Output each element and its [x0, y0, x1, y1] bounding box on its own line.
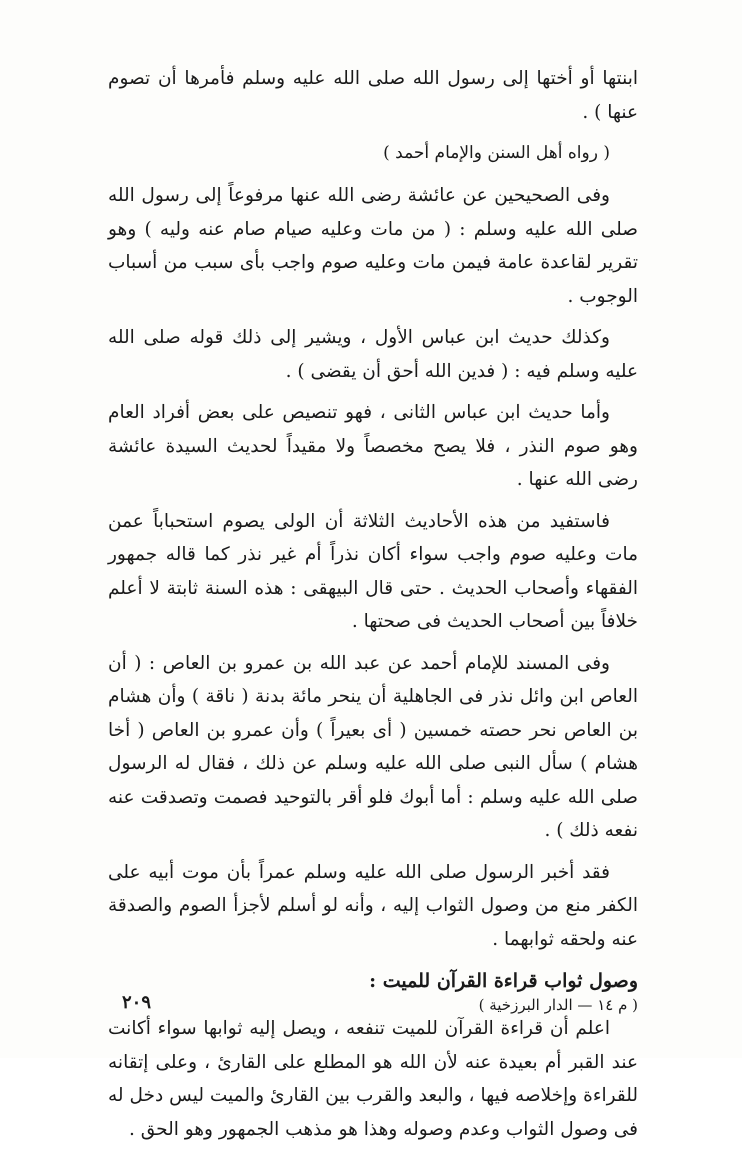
paragraph-5: فاستفيد من هذه الأحاديث الثلاثة أن الولى يصوم استحباباً عمن مات وعليه صوم واجب سواء أكان نذراً أم غير نذر كما قاله جمهور الفقهاء وأصحاب الحديث . حتى قال البيهقى : هذه السنة ثابتة لا أعلم خلافاً بين أصحاب الحديث فى صحتها .: [108, 510, 638, 632]
paragraph-3: وكذلك حديث ابن عباس الأول ، ويشير إلى ذلك قوله صلى الله عليه وسلم فيه : ( فدين الله أحق أن يقضى ) .: [108, 327, 638, 382]
chapter-reference: ( م ١٤ — الدار البرزخية ): [478, 996, 638, 1014]
paragraph-7: فقد أخبر الرسول صلى الله عليه وسلم عمراً بأن موت أبيه على الكفر منع من وصول الثواب إليه ، وأنه لو أسلم لأجزأ الصوم والصدقة عنه ولحقه ثوابهما .: [108, 861, 638, 950]
section-heading: وصول ثواب قراءة القرآن للميت :: [369, 970, 638, 992]
paragraph-4: وأما حديث ابن عباس الثانى ، فهو تنصيص على بعض أفراد العام وهو صوم النذر ، فلا يصح مخصصاً ولا مقيداً لحديث السيدة عائشة رضى الله عنها .: [108, 402, 638, 490]
paragraph-8: اعلم أن قراءة القرآن للميت تنفعه ، ويصل إليه ثوابها سواء أكانت عند القبر أم بعيدة عنه لأن الله هو المطلع على القارئ ، وعلى إتقانه للقراءة وإخلاصه فيها ، والبعد والقرب بين القارئ والميت ليس دخل له فى وصول الثواب وعدم وصوله وهذا هو مذهب الجمهور وهو الحق .: [108, 1018, 638, 1140]
page-number: ٢٠٩: [122, 992, 152, 1013]
citation-source: ( رواه أهل السنن والإمام أحمد ): [383, 143, 610, 163]
paragraph-2: وفى الصحيحين عن عائشة رضى الله عنها مرفوعاً إلى رسول الله صلى الله عليه وسلم : ( من مات وعليه صيام صام عنه وليه ) وهو تقرير لقاعدة عامة فيمن مات وعليه صوم واجب بأى سبب من أسباب الوجوب .: [108, 185, 638, 307]
paragraph-1: ابنتها أو أختها إلى رسول الله صلى الله عليه وسلم فأمرها أن تصوم عنها ) .: [108, 68, 638, 123]
page-footer: [108, 990, 638, 1020]
paragraph-6: وفى المسند للإمام أحمد عن عبد الله بن عمرو بن العاص : ( أن العاص ابن وائل نذر فى الجاهلية أن ينحر مائة بدنة ( ناقة ) وأن هشام بن العاص نحر حصته خمسين ( أى بعيراً ) وأن عمرو بن العاص ( أخا هشام ) سأل النبى صلى الله عليه وسلم عن ذلك ، فقال له الرسول صلى الله عليه وسلم : أما أبوك فلو أقر بالتوحيد فصمت وتصدقت عنه نفعه ذلك ) .: [108, 652, 638, 841]
